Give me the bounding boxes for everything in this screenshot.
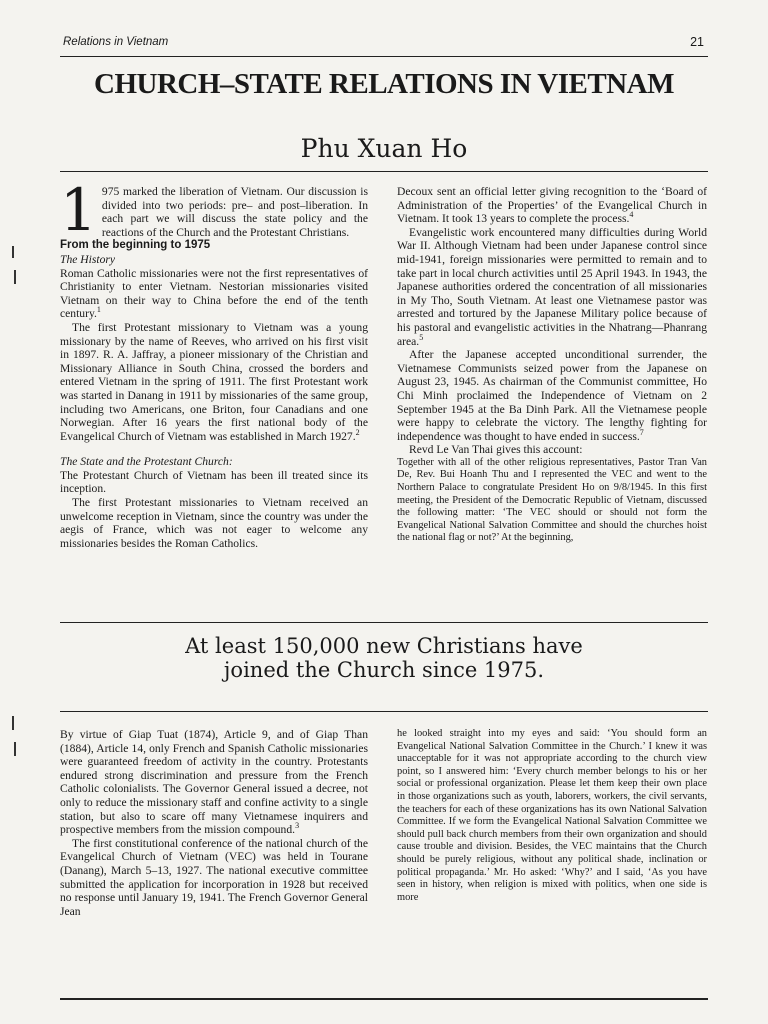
footnote-ref: 4 xyxy=(629,210,634,220)
intro-paragraph: 975 marked the liberation of Vietnam. Our discussion is divided into two periods: pre– and post–liberation. In each part we will discuss the state policy and the reactions of the Church and the Protestant Christians. xyxy=(101,185,368,239)
pull-quote-rule-bottom xyxy=(60,711,708,712)
margin-mark xyxy=(12,246,14,258)
pull-quote-rule-top xyxy=(60,622,708,623)
footnote-ref: 5 xyxy=(419,332,424,342)
pull-quote: At least 150,000 new Christians have joined the Church since 1975. xyxy=(185,634,583,682)
article-author: Phu Xuan Ho xyxy=(300,134,468,163)
drop-cap: 1 xyxy=(60,176,97,244)
paragraph: The Protestant Church of Vietnam has been ill treated since its inception. xyxy=(60,468,368,496)
article-title: CHURCH–STATE RELATIONS IN VIETNAM xyxy=(94,68,674,100)
page-number: 21 xyxy=(690,35,704,49)
paragraph: The first Protestant missionary to Vietnam was a young missionary by the name of Reeves, who arrived on his first visit in 1897. R. A. Jaffray, a pioneer missionary of the Christian and Missionary Alliance in South China, crossed the borders and entered Vietnam in the spring of 1911. The first Protestant work was started in Danang in 1911 by missionaries of the same group, including two Americans, one Briton, four Canadians and one Norwegian. After 16 years the first national body of the Evangelical Church of Vietnam was established in March 1927. xyxy=(60,320,368,443)
paragraph: Evangelistic work encountered many difficulties during World War II. Although Vietnam had been under Japanese control since mid-1941, foreign missionaries were permitted to remain and to take part in local church activities until 25 April 1943. In 1943, the Japanese authorities ordered the concentration of all missionaries in My Tho, South Vietnam. At least one Vietnamese pastor was arrested and tortured by the Japanese Military police because of his pastoral and evangelistic activities in the Nhatrang—Phanrang area. xyxy=(397,225,707,348)
paragraph: The first Protestant missionaries to Vietnam received an unwelcome reception in Vietnam, since the country was under the aegis of France, which was not eager to welcome any missionaries besides the Roman Catholics. xyxy=(60,496,368,550)
paragraph: By virtue of Giap Tuat (1874), Article 9, and of Giap Than (1884), Article 14, only French and Spanish Catholic missionaries were guaranteed freedom of activity in the country. Protestants endured strong discrimination and pressure from the French Catholic colonialists. The Governor General issued a decree, not only to reduce the missionary staff and confine activity to a single station, but also to scare off many Vietnamese inquirers and prospective members from the mission compound. xyxy=(60,728,368,837)
section-heading: From the beginning to 1975 xyxy=(60,239,211,252)
footnote-ref: 7 xyxy=(639,427,644,437)
left-column-bottom xyxy=(60,728,368,918)
right-column-top xyxy=(397,185,707,545)
footer-rule xyxy=(60,998,708,1000)
subheading-state: The State and the Protestant Church: xyxy=(60,455,233,469)
header-rule xyxy=(60,56,708,57)
title-rule xyxy=(60,171,708,172)
running-head: Relations in Vietnam xyxy=(63,36,169,48)
paragraph: After the Japanese accepted unconditional surrender, the Vietnamese Communists seized power from the Japanese on August 23, 1945. As chairman of the Communist committee, Ho Chi Minh proclaimed the Independence of Vietnam on 2 September 1945 at the Ba Dinh Park. All the Vietnamese people were happy to celebrate the victory. The lengthy fighting for independence was thought to have ended in success. xyxy=(397,348,707,443)
footnote-ref: 3 xyxy=(295,821,300,831)
paragraph: Decoux sent an official letter giving recognition to the ‘Board of Administration of the Properties’ of the Evangelical Church in Vietnam. It took 13 years to complete the process. xyxy=(397,185,707,226)
paragraph: The first constitutional conference of the national church of the Evangelical Church of Vietnam (VEC) was held in Tourane (Danang), March 5–13, 1927. The national executive committee submitted the application for incorporation in 1928 but received no response until January 19, 1941. The French Governor General Jean xyxy=(60,836,368,918)
margin-mark xyxy=(14,742,16,756)
block-quote: he looked straight into my eyes and said: ‘You should form an Evangelical National Salvation Committee in the Church.’ I knew it was unacceptable for it was not appropriate according to the church view point, so I answered him: ‘Every church member belongs to his or her social or professional organization. Please let them keep their own place in those organizations such as youth, laborers, workers, the civil servants, the teachers for each of these organizations has its own National Salvation Committee. If we form the Evangelical National Salvation Committee we should pull back church members from their own organization and should cause trouble and division. Besides, the VEC maintains that the Church should be purely religious, without any political shade, inclination or political propaganda.’ Mr. Ho asked: ‘Why?’ and I said, ‘As you have seen in history, when religion is mixed with politics, when one side is more xyxy=(397,728,707,903)
right-column-bottom xyxy=(397,728,707,904)
margin-mark xyxy=(14,270,16,284)
paragraph: Roman Catholic missionaries were not the first representatives of Christianity to enter Vietnam. Nestorian missionaries visited Vietnam on their way to China before the end of the tenth century. xyxy=(60,266,368,321)
margin-mark xyxy=(12,716,14,730)
left-column-top xyxy=(60,176,368,550)
footnote-ref: 2 xyxy=(355,427,360,437)
footnote-ref: 1 xyxy=(96,305,101,315)
subheading-history: The History xyxy=(60,252,116,266)
paragraph: Revd Le Van Thai gives this account: xyxy=(409,443,583,457)
block-quote: Together with all of the other religious representatives, Pastor Tran Van De, Rev. Bui Hoanh Thu and I represented the VEC and went to the Northern Palace to congratulate President Ho on 9/8/1945. In this first meeting, the President of the Democratic Republic of Vietnam, discussed the following matter: ‘The VEC should or should not form the Evangelical National Salvation Committee and should the churches hoist the national flag or not?’ At the beginning, xyxy=(397,456,707,544)
